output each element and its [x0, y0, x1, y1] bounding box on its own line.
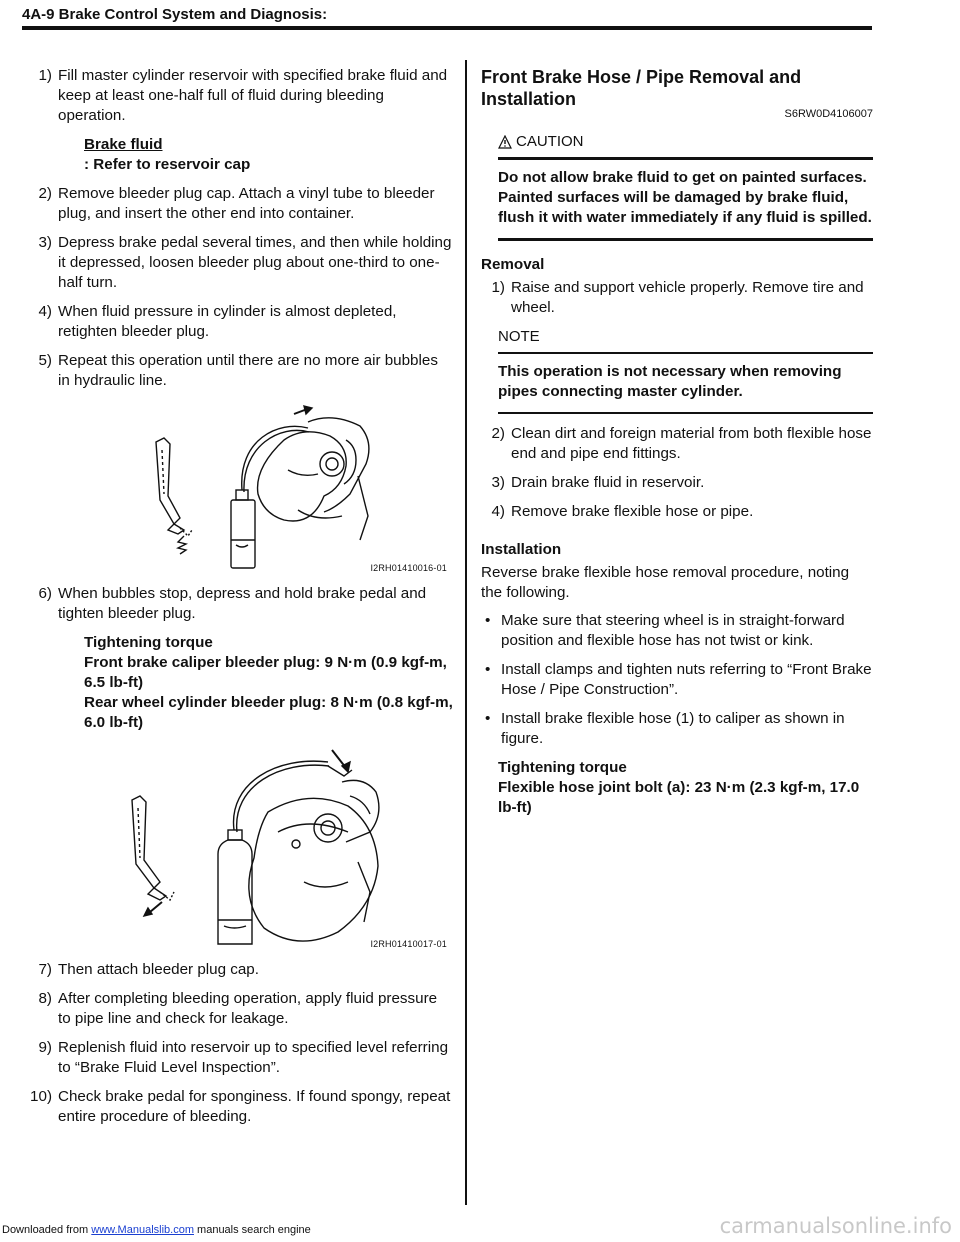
step-number: 4)	[38, 303, 52, 320]
step-text: Fill master cylinder reservoir with specified brake fluid and keep at least one-half full of fluid during bleeding operation.	[58, 67, 448, 124]
footer-suffix: manuals search engine	[193, 1224, 311, 1236]
brake-fluid-spec	[28, 135, 453, 175]
step-number: 1)	[491, 279, 505, 296]
spec-label: Brake fluid	[84, 136, 163, 153]
torque-front: Front brake caliper bleeder plug: 9 N·m (0.9 kgf-m, 6.5 lb-ft)	[84, 654, 447, 691]
warning-triangle-icon	[498, 135, 512, 149]
figure-id: I2RH01410017-01	[370, 939, 447, 949]
bullet-text: Make sure that steering wheel is in straight-forward position and flexible hose has not twist or kink.	[501, 612, 845, 649]
step-text: When fluid pressure in cylinder is almost depleted, retighten bleeder plug.	[58, 303, 397, 340]
front-bleeding-illustration	[28, 400, 453, 578]
step-text: When bubbles stop, depress and hold brake pedal and tighten bleeder plug.	[58, 585, 427, 622]
step-9	[28, 1038, 453, 1078]
bullet-text: Install clamps and tighten nuts referring to “Front Brake Hose / Pipe Construction”.	[501, 661, 872, 698]
footer-prefix: Downloaded from	[2, 1224, 92, 1236]
download-footer	[2, 1224, 311, 1236]
step-number: 3)	[38, 234, 52, 251]
removal-step-4	[481, 502, 873, 522]
step-text: Raise and support vehicle properly. Remove tire and wheel.	[511, 279, 864, 316]
step-number: 9)	[38, 1039, 52, 1056]
removal-step-1	[481, 278, 873, 318]
spec-value: : Refer to reservoir cap	[84, 156, 251, 173]
step-number: 5)	[38, 352, 52, 369]
removal-step-2	[481, 424, 873, 464]
step-number: 2)	[38, 185, 52, 202]
bullet-dot: •	[485, 612, 491, 629]
caution-text: Do not allow brake fluid to get on painted surfaces. Painted surfaces will be damaged by brake fluid, flush it with water immediately if any fluid is spilled.	[498, 169, 872, 226]
step-text: Then attach bleeder plug cap.	[58, 961, 259, 978]
step-3	[28, 233, 453, 293]
right-column	[481, 66, 873, 827]
installation-heading: Installation	[481, 541, 562, 558]
torque-spec-bleeder	[28, 633, 453, 733]
note-heading	[498, 327, 873, 347]
section-code: S6RW0D4106007	[784, 108, 873, 120]
note-text: This operation is not necessary when removing pipes connecting master cylinder.	[498, 363, 842, 400]
step-text: Replenish fluid into reservoir up to specified level referring to “Brake Fluid Level Inspection”.	[58, 1039, 449, 1076]
installation-intro: Reverse brake flexible hose removal procedure, noting the following.	[481, 564, 850, 601]
note-bottom-rule	[498, 412, 873, 414]
step-text: After completing bleeding operation, apply fluid pressure to pipe line and check for leakage.	[58, 990, 438, 1027]
figure-id: I2RH01410016-01	[370, 563, 447, 573]
torque-spec-hose	[481, 758, 873, 818]
installation-bullet	[481, 660, 873, 700]
caution-heading	[498, 132, 873, 152]
step-6	[28, 584, 453, 624]
torque-title: Tightening torque	[498, 759, 627, 776]
note-box	[498, 327, 873, 414]
step-number: 1)	[38, 67, 52, 84]
watermark-site: carmanualsonline.info	[719, 1214, 952, 1238]
step-text: Clean dirt and foreign material from both flexible hose end and pipe end fittings.	[511, 425, 872, 462]
left-column	[28, 66, 453, 1136]
step-10	[18, 1087, 453, 1127]
bullet-dot: •	[485, 710, 491, 727]
header-rule	[22, 26, 872, 30]
step-7	[28, 960, 453, 980]
manualslib-link[interactable]: www.Manualslib.com	[91, 1224, 194, 1236]
step-number: 3)	[491, 474, 505, 491]
installation-bullet	[481, 611, 873, 651]
section-title: Front Brake Hose / Pipe Removal and Installation	[481, 67, 802, 109]
step-4	[28, 302, 453, 342]
bullet-text: Install brake flexible hose (1) to caliper as shown in figure.	[501, 710, 845, 747]
step-text: Remove brake flexible hose or pipe.	[511, 503, 754, 520]
rear-bleeding-illustration	[28, 742, 453, 954]
torque-title: Tightening torque	[84, 634, 213, 651]
step-text: Drain brake fluid in reservoir.	[511, 474, 705, 491]
figure-front-bleeding	[28, 400, 453, 578]
caution-box	[498, 132, 873, 241]
step-1	[28, 66, 453, 126]
step-number: 8)	[38, 990, 52, 1007]
step-5	[28, 351, 453, 391]
step-text: Depress brake pedal several times, and then while holding it depressed, loosen bleeder plug about one-third to one-half turn.	[58, 234, 452, 291]
installation-bullet	[481, 709, 873, 749]
caution-bottom-rule	[498, 238, 873, 241]
step-8	[28, 989, 453, 1029]
step-number: 10)	[30, 1088, 52, 1105]
removal-heading: Removal	[481, 256, 545, 273]
page-header: 4A-9 Brake Control System and Diagnosis:	[22, 6, 328, 23]
step-text: Remove bleeder plug cap. Attach a vinyl tube to bleeder plug, and insert the other end into container.	[58, 185, 435, 222]
column-divider	[465, 60, 467, 1205]
figure-rear-bleeding	[28, 742, 453, 954]
caution-label: CAUTION	[516, 133, 584, 150]
torque-hose-bolt: Flexible hose joint bolt (a): 23 N·m (2.3 kgf-m, 17.0 lb-ft)	[498, 779, 860, 816]
removal-step-3	[481, 473, 873, 493]
step-number: 2)	[491, 425, 505, 442]
step-text: Check brake pedal for sponginess. If found spongy, repeat entire procedure of bleeding.	[58, 1088, 451, 1125]
step-number: 4)	[491, 503, 505, 520]
step-2	[28, 184, 453, 224]
note-label: NOTE	[498, 328, 540, 345]
step-text: Repeat this operation until there are no more air bubbles in hydraulic line.	[58, 352, 438, 389]
bullet-dot: •	[485, 661, 491, 678]
step-number: 7)	[38, 961, 52, 978]
step-number: 6)	[38, 585, 52, 602]
torque-rear: Rear wheel cylinder bleeder plug: 8 N·m (0.8 kgf-m, 6.0 lb-ft)	[84, 694, 453, 731]
